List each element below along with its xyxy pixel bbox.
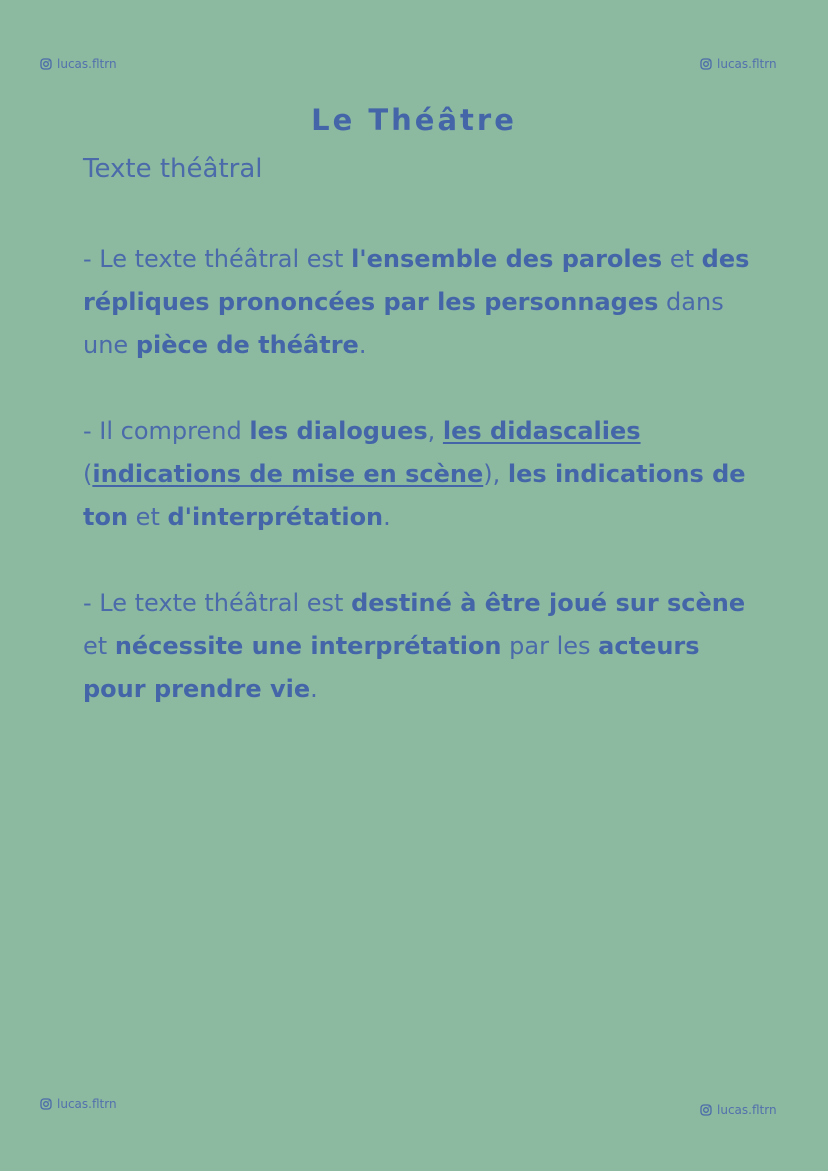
text-run: . (310, 675, 318, 703)
watermark-handle: lucas.fltrn (717, 57, 777, 71)
paragraph-definition (83, 238, 753, 367)
instagram-icon (700, 58, 712, 70)
bold-run: pièce de théâtre (135, 331, 359, 359)
bold-run: d'interprétation (167, 503, 384, 531)
text-run: par les (501, 632, 599, 660)
watermark-top-left (40, 57, 117, 71)
section-heading: Texte théâtral (83, 154, 263, 184)
bold-run: nécessite une interprétation (114, 632, 502, 660)
instagram-icon (40, 1098, 52, 1110)
text-run: - Le texte théâtral est (83, 245, 352, 273)
paragraph-purpose (83, 582, 753, 711)
instagram-icon (700, 1104, 712, 1116)
text-run: et (128, 503, 168, 531)
bold-run: les indications de ton (83, 460, 746, 531)
text-run: ( (83, 460, 93, 488)
bold-underlined-run: indications de mise en scène (92, 460, 484, 488)
underlined-run (443, 417, 641, 445)
watermark-handle: lucas.fltrn (717, 1103, 777, 1117)
text-run: et (83, 632, 115, 660)
text-run: - Le texte théâtral est (83, 589, 352, 617)
text-run: . (383, 503, 391, 531)
watermark-bottom-left (40, 1097, 117, 1111)
text-run: et (662, 245, 702, 273)
bold-run: les dialogues (249, 417, 428, 445)
text-run: ), (483, 460, 508, 488)
page-title: Le Théâtre (311, 103, 517, 138)
text-run: , (427, 417, 443, 445)
watermark-top-right (700, 57, 777, 71)
watermark-handle: lucas.fltrn (57, 1097, 117, 1111)
watermark-handle: lucas.fltrn (57, 57, 117, 71)
instagram-icon (40, 58, 52, 70)
bold-run: l'ensemble des paroles (351, 245, 663, 273)
bold-run: des répliques prononcées par les personnages (83, 245, 750, 316)
bold-underlined-run: les didascalies (442, 417, 641, 445)
text-run: - Il comprend (83, 417, 250, 445)
bold-run: acteurs pour prendre vie (83, 632, 700, 703)
text-run: dans une (83, 288, 724, 359)
bold-run: destiné à être joué sur scène (351, 589, 746, 617)
watermark-bottom-right (700, 1103, 777, 1117)
text-run: . (358, 331, 367, 359)
body-text (83, 238, 753, 754)
paragraph-components (83, 410, 753, 539)
underlined-run (92, 460, 483, 488)
